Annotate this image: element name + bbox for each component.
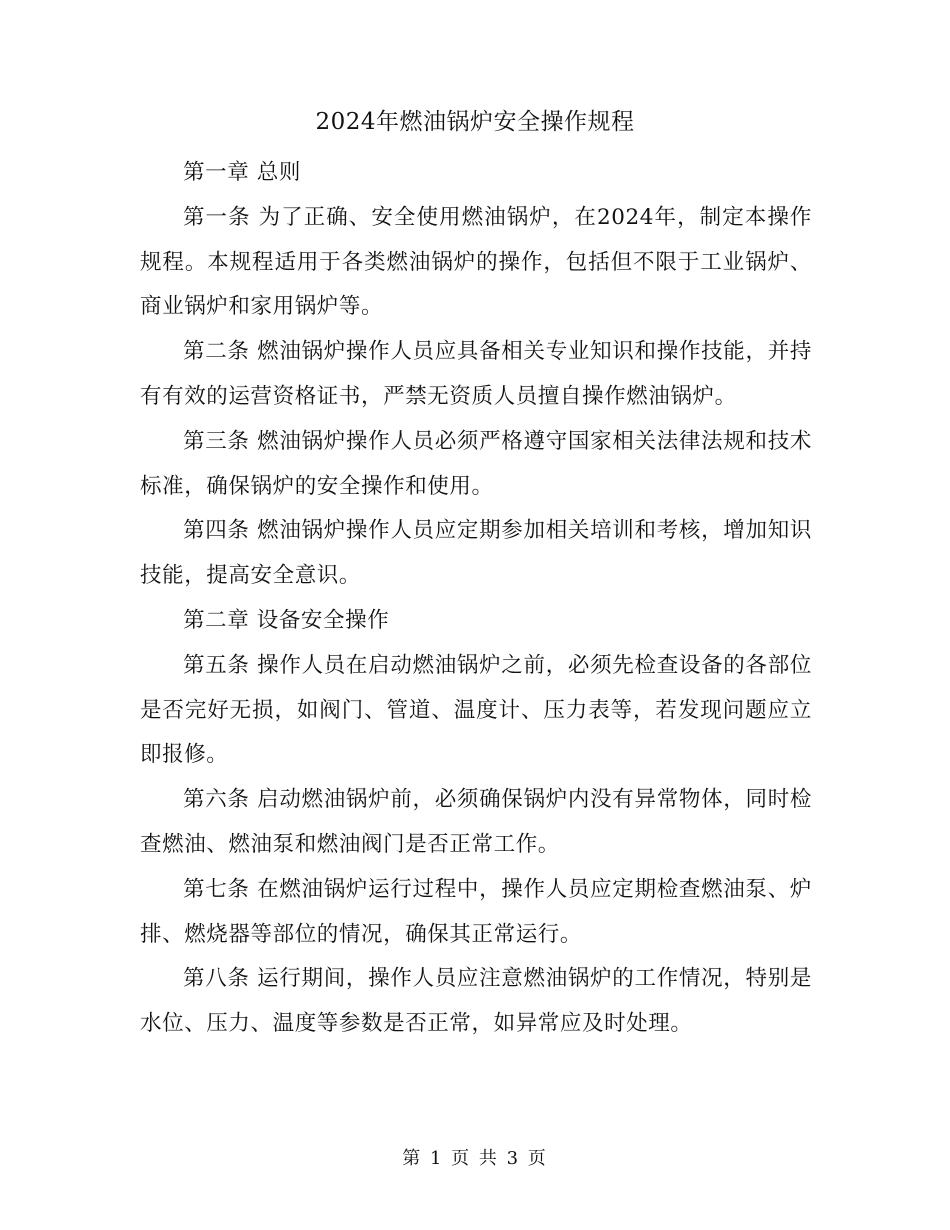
article-paragraph: 第一条 为了正确、安全使用燃油锅炉，在2024年，制定本操作规程。本规程适用于各类燃油锅炉的操作，包括但不限于工业锅炉、商业锅炉和家用锅炉等。 <box>140 204 812 320</box>
chapter-heading: 第二章 设备安全操作 <box>183 607 390 633</box>
page-number: 第 1 页 共 3 页 <box>402 1148 548 1169</box>
document-title: 2024年燃油锅炉安全操作规程 <box>315 109 635 135</box>
chapter-heading: 第一章 总则 <box>183 160 301 185</box>
article-paragraph: 第五条 操作人员在启动燃油锅炉之前，必须先检查设备的各部位是否完好无损，如阀门、管道、温度计、压力表等，若发现问题应立即报修。 <box>140 652 812 768</box>
article-paragraph: 第六条 启动燃油锅炉前，必须确保锅炉内没有异常物体，同时检查燃油、燃油泵和燃油阀门是否正常工作。 <box>140 787 812 857</box>
article-paragraph: 第三条 燃油锅炉操作人员必须严格遵守国家相关法律法规和技术标准，确保锅炉的安全操作和使用。 <box>140 428 812 499</box>
document-body <box>140 151 812 1047</box>
article-paragraph: 第八条 运行期间，操作人员应注意燃油锅炉的工作情况，特别是水位、压力、温度等参数是否正常，如异常应及时处理。 <box>140 966 812 1037</box>
article-paragraph: 第四条 燃油锅炉操作人员应定期参加相关培训和考核，增加知识技能，提高安全意识。 <box>140 518 812 589</box>
article-paragraph: 第二条 燃油锅炉操作人员应具备相关专业知识和操作技能，并持有有效的运营资格证书，严禁无资质人员擅自操作燃油锅炉。 <box>140 339 812 409</box>
article-paragraph: 第七条 在燃油锅炉运行过程中，操作人员应定期检查燃油泵、炉排、燃烧器等部位的情况，确保其正常运行。 <box>140 876 812 947</box>
